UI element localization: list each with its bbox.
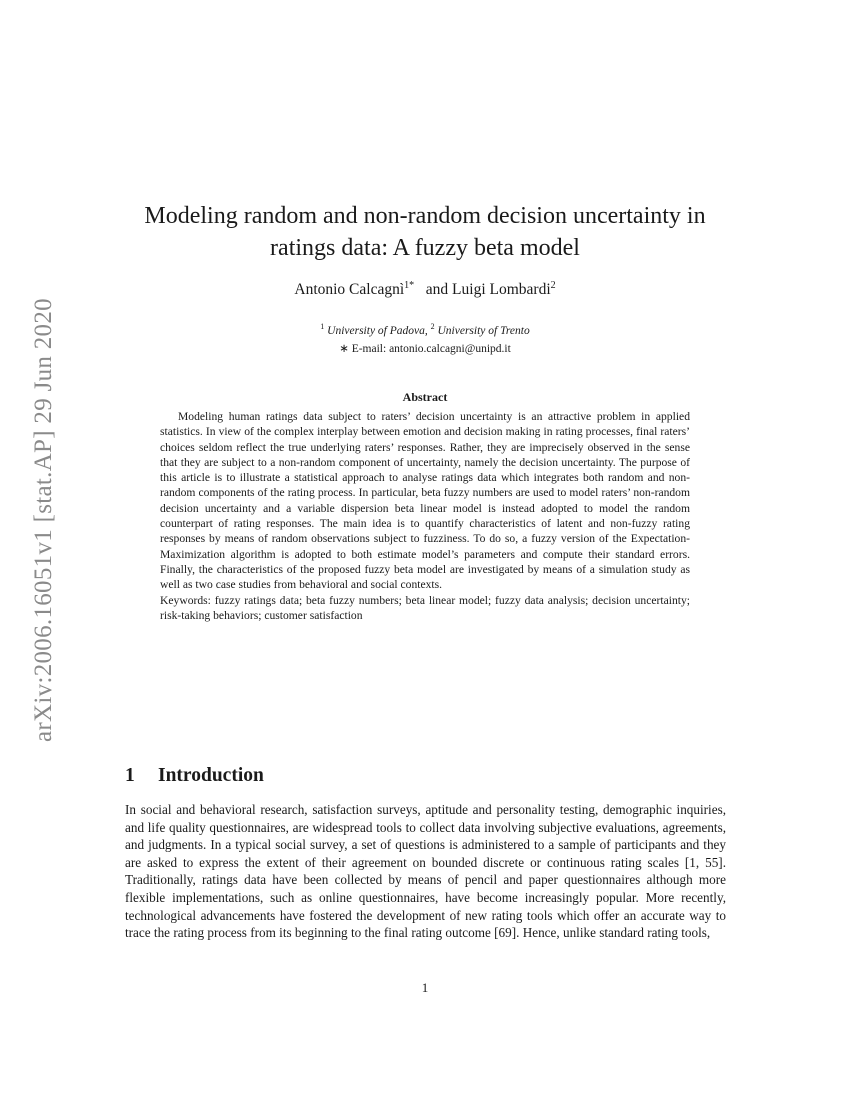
- affiliation-marker: 1: [320, 322, 325, 331]
- section-paragraph: In social and behavioral research, satisfaction surveys, aptitude and personality testing, demographic inquiries, and life quality questionnaires, are widespread tools to collect data involving subjective evaluations, agreements, and judgments. In a typical social survey, a set of questions is administered to a sample of participants and they are asked to express the extent of their agreement on bounded discrete or continuous rating scales [1, 55]. Traditionally, ratings data have been collected by means of pencil and paper questionnaires although more flexible implementations, such as online questionnaires, have become increasingly popular. More recently, technological advancements have fostered the development of new rating tools which offer an accurate way to trace the rating process from its beginning to the final rating outcome [69]. Hence, unlike standard rating tools,: [125, 802, 726, 941]
- contact-email: E-mail: antonio.calcagni@unipd.it: [351, 342, 511, 355]
- title-line-1: Modeling random and non-random decision uncertainty in: [144, 203, 706, 229]
- affiliations: [125, 318, 725, 358]
- section-number: 1: [125, 765, 135, 786]
- author-affiliation-marker: 2: [550, 280, 556, 291]
- author-affiliation-marker: 1*: [404, 280, 415, 291]
- title-line-2: ratings data: A fuzzy beta model: [270, 235, 580, 261]
- affiliation-name: University of Trento: [437, 324, 530, 337]
- author-name: Antonio Calcagnì: [294, 281, 405, 299]
- page-number: 1: [421, 980, 429, 995]
- section-title: Introduction: [158, 765, 264, 786]
- author-separator: and: [425, 281, 449, 299]
- section-heading: [125, 765, 264, 787]
- paper-title: [125, 200, 725, 264]
- abstract-text: Modeling human ratings data subject to raters’ decision uncertainty is an attractive problem in applied statistics. In view of the complex interplay between emotion and decision making in rating processes, final raters’ choices seldom reflect the true underlying raters’ responses. Rather, they are imprecisely observed in the sense that they are subject to a non-random component of uncertainty, namely the decision uncertainty. The purpose of this article is to illustrate a statistical approach to analyse ratings data which integrates both random and non-random components of the rating process. In particular, beta fuzzy numbers are used to model raters’ non-random decision uncertainty and a variable dispersion beta linear model is instead adopted to model the random counterpart of rating responses. The main idea is to quantify characteristics of latent and non-fuzzy rating responses by means of random observations subject to fuzziness. To do so, a fuzzy version of the Expectation-Maximization algorithm is adopted to both estimate model’s parameters and compute their standard errors. Finally, the characteristics of the proposed fuzzy beta model are investigated by means of a simulation study as well as two case studies from behavioral and social contexts.: [160, 410, 690, 592]
- affiliation-line: [125, 318, 725, 340]
- contact-email-line: [125, 340, 725, 358]
- affiliation-marker: 2: [430, 322, 435, 331]
- abstract-body: [160, 409, 690, 623]
- affiliation-name: University of Padova,: [327, 324, 428, 337]
- author-name: Luigi Lombardi: [452, 281, 551, 299]
- arxiv-identifier-stamp: arXiv:2006.16051v1 [stat.AP] 29 Jun 2020: [30, 298, 57, 742]
- abstract-keywords: Keywords: fuzzy ratings data; beta fuzzy numbers; beta linear model; fuzzy data analysis; decision uncertainty; risk-taking behaviors; customer satisfaction: [160, 593, 690, 622]
- corresponding-author-marker: ∗: [339, 342, 349, 355]
- author-list: [125, 280, 725, 299]
- abstract-heading: Abstract: [402, 390, 448, 404]
